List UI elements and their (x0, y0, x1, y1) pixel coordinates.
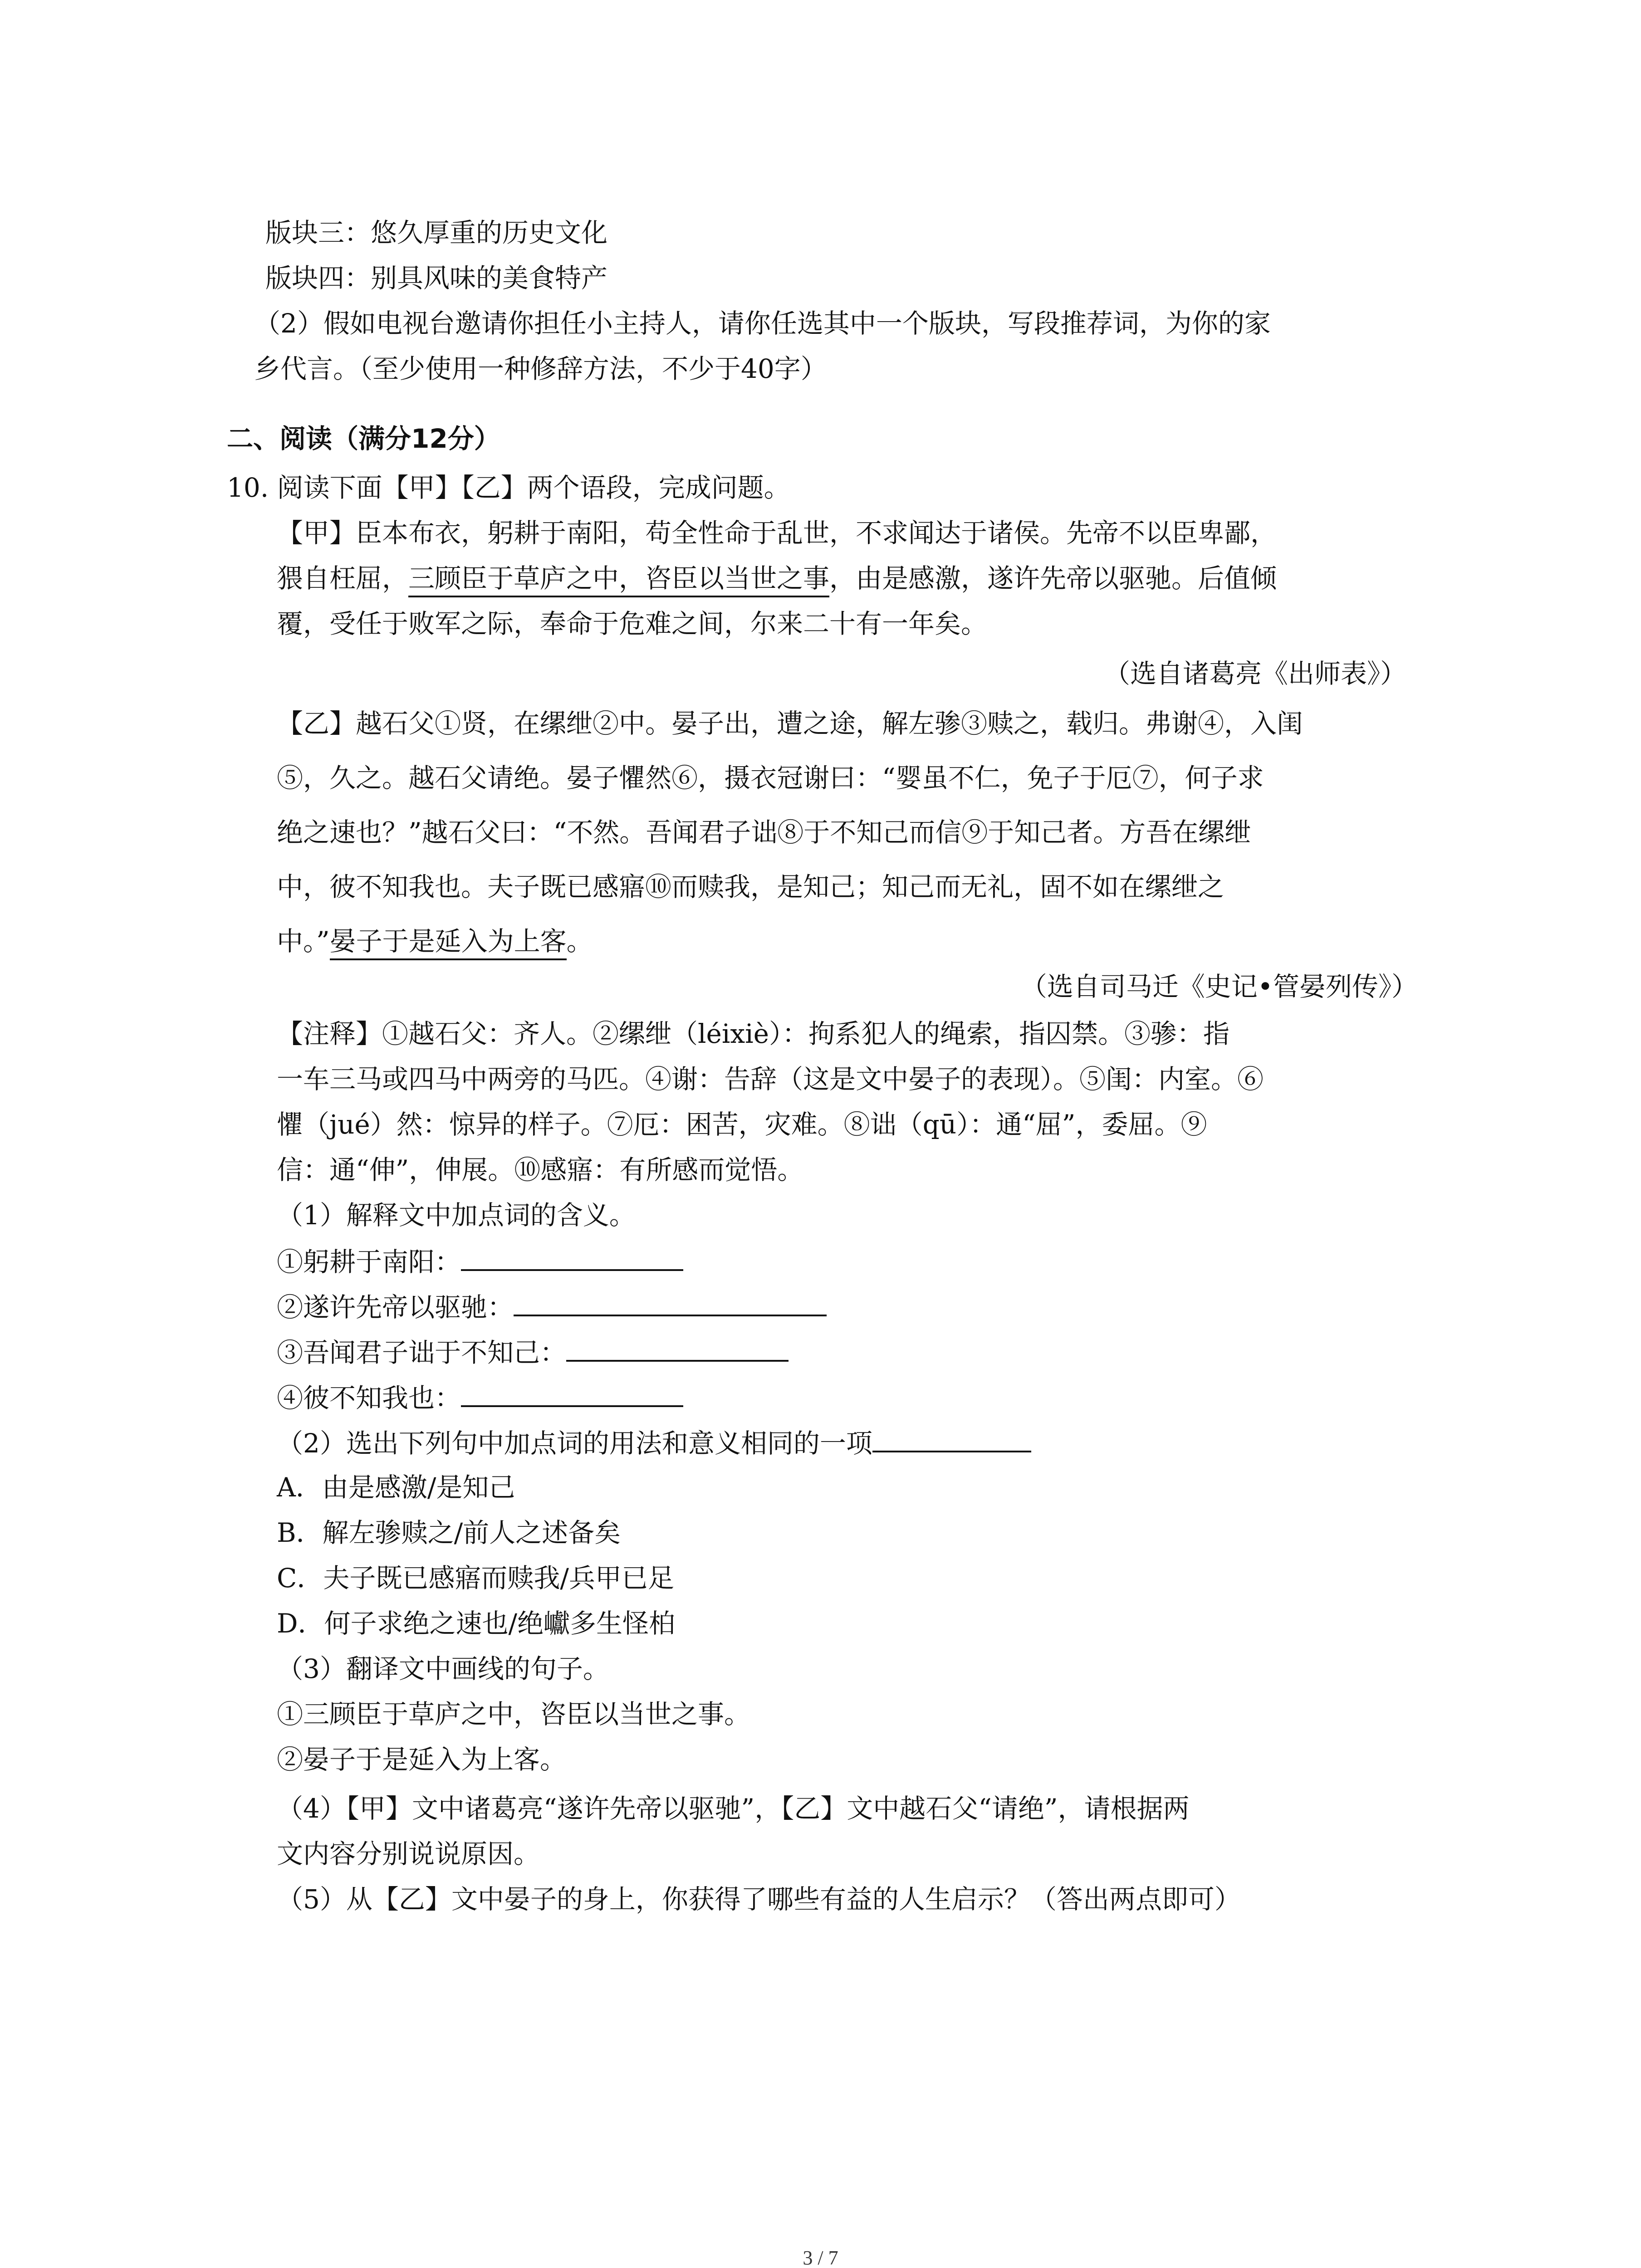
option-d: D．何子求绝之速也/绝巘多生怪柏 (277, 1608, 676, 1639)
subquestion-2: （2）选出下列句中加点词的用法和意义相同的一项 (277, 1426, 1031, 1459)
passage-yi-line4: 中，彼不知我也。夫子既已感寤⑩而赎我，是知己；知己而无礼，固不如在缧绁之 (277, 871, 1225, 902)
notes-line4: 信：通“伸”，伸展。⑩感寤：有所感而觉悟。 (277, 1154, 804, 1185)
subquestion-1-item3: ③吾闻君子诎于不知己： (277, 1335, 789, 1369)
underlined-sentence-1: 三顾臣于草庐之中，咨臣以当世之事 (408, 563, 829, 597)
subquestion-3-item1: ①三顾臣于草庐之中，咨臣以当世之事。 (277, 1699, 751, 1730)
passage-yi-line3: 绝之速也？”越石父曰：“不然。吾闻君子诎⑧于不知己而信⑨于知己者。方吾在缧绁 (277, 817, 1251, 848)
option-b: B．解左骖赎之/前人之述备矣 (277, 1517, 621, 1548)
passage-yi-line2: ⑤，久之。越石父请绝。晏子懼然⑥，摄衣冠谢曰：“婴虽不仁，免子于厄⑦，何子求 (277, 763, 1264, 793)
subquestion-1: （1）解释文中加点词的含义。 (277, 1200, 636, 1231)
passage-yi-line5: 中。”晏子于是延入为上客。 (277, 925, 593, 957)
passage-yi-line1: 【乙】越石父①贤，在缧绁②中。晏子出，遭之途，解左骖③赎之，载归。弗谢④，入闺 (277, 708, 1303, 739)
subquestion-1-item4: ④彼不知我也： (277, 1381, 683, 1414)
q9-2-line2: 乡代言。（至少使用一种修辞方法，不少于40字） (254, 353, 827, 384)
subquestion-1-item1: ①躬耕于南阳： (277, 1245, 683, 1278)
answer-blank-2[interactable] (514, 1290, 827, 1316)
notes-line3: 懼（jué）然：惊异的样子。⑦厄：困苦，灾难。⑧诎（qū）：通“屈”，委屈。⑨ (277, 1109, 1207, 1140)
block-three-line: 版块三：悠久厚重的历史文化 (265, 217, 608, 248)
block-four-line: 版块四：别具风味的美食特产 (265, 263, 608, 293)
notes-line2: 一车三马或四马中两旁的马匹。④谢：告辞（这是文中晏子的表现）。⑤闺：内室。⑥ (277, 1064, 1264, 1095)
passage-jia-line2: 猥自枉屈，三顾臣于草庐之中，咨臣以当世之事，由是感激，遂许先帝以驱驰。后值倾 (277, 562, 1277, 594)
subquestion-3-item2: ②晏子于是延入为上客。 (277, 1744, 567, 1775)
subquestion-4-line1: （4）【甲】文中诸葛亮“遂许先帝以驱驰”，【乙】文中越石父“请绝”，请根据两 (277, 1793, 1190, 1824)
subquestion-4-line2: 文内容分别说说原因。 (277, 1838, 540, 1869)
q9-2-line1: （2）假如电视台邀请你担任小主持人，请你任选其中一个版块，写段推荐词，为你的家 (254, 308, 1271, 339)
underlined-sentence-2: 晏子于是延入为上客 (330, 926, 567, 960)
question-10-stem: 10. 阅读下面【甲】【乙】两个语段，完成问题。 (227, 472, 790, 503)
answer-blank-1[interactable] (461, 1245, 683, 1271)
option-a: A．由是感激/是知己 (277, 1472, 515, 1503)
section-heading-reading: 二、阅读（满分12分） (227, 423, 500, 454)
option-c: C．夫子既已感寤而赎我/兵甲已足 (277, 1563, 674, 1593)
page-number: 3 / 7 (803, 2247, 838, 2268)
subquestion-1-item2: ②遂许先帝以驱驰： (277, 1290, 827, 1323)
notes-line1: 【注释】①越石父：齐人。②缧绁（léixiè）：拘系犯人的绳索，指囚禁。③骖：指 (277, 1018, 1230, 1049)
answer-blank-4[interactable] (461, 1381, 683, 1407)
subquestion-3: （3）翻译文中画线的句子。 (277, 1653, 609, 1684)
answer-blank-choice[interactable] (872, 1426, 1031, 1452)
passage-jia-source: （选自诸葛亮《出师表》） (1103, 658, 1406, 689)
answer-blank-3[interactable] (566, 1335, 789, 1362)
passage-jia-line3: 覆，受任于败军之际，奉命于危难之间，尔来二十有一年矣。 (277, 608, 988, 639)
passage-jia-line1: 【甲】臣本布衣，躬耕于南阳，苟全性命于乱世，不求闻达于诸侯。先帝不以臣卑鄙， (277, 518, 1277, 548)
subquestion-5: （5）从【乙】文中晏子的身上，你获得了哪些有益的人生启示？（答出两点即可） (277, 1884, 1241, 1915)
passage-yi-source: （选自司马迁《史记•管晏列传》） (1020, 971, 1418, 1002)
